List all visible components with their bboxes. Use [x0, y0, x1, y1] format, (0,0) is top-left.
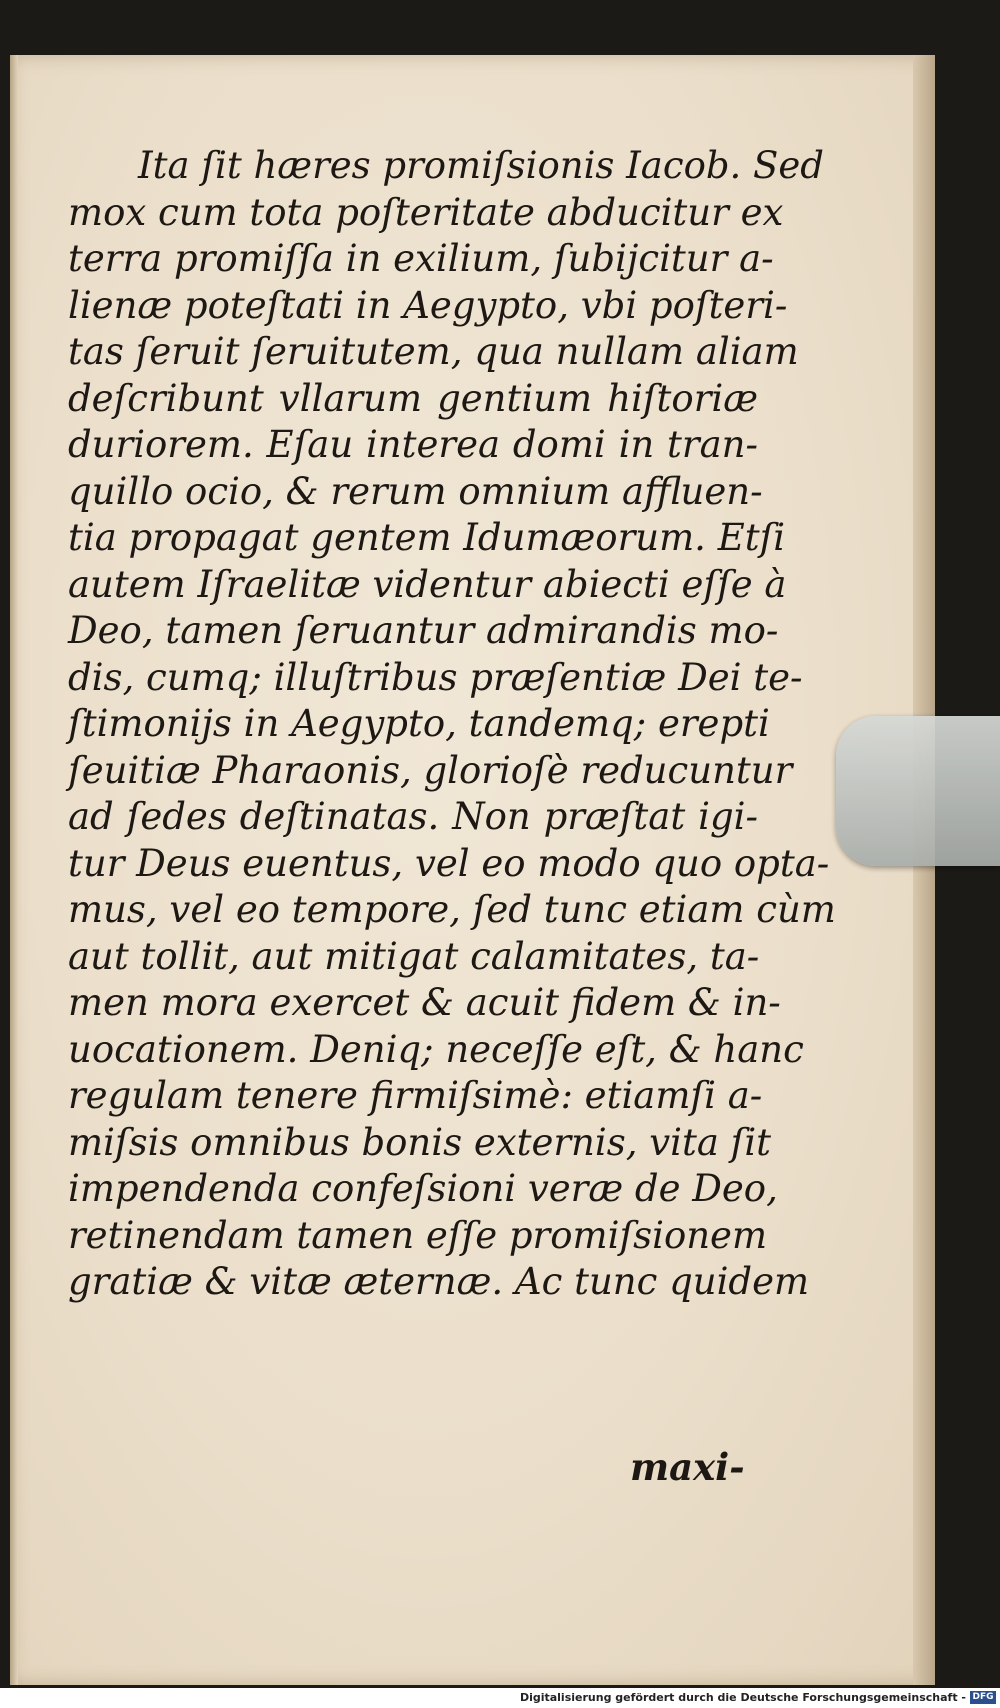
dfg-logo: DFG	[970, 1691, 996, 1704]
book-page	[10, 55, 935, 1685]
text-line: gratiæ & vitæ æternæ. Ac tunc quidem	[68, 1260, 810, 1303]
text-line: Ita ſit hæres promiſsionis Iacob. Sed	[138, 144, 824, 187]
text-line: deſcribunt vllarum gentium hiſtoriæ	[68, 376, 758, 420]
text-line: tas ſeruit ſeruitutem, qua nullam aliam	[68, 330, 799, 373]
text-line: mox cum tota poſteritate abducitur ex	[68, 190, 784, 234]
text-line: quillo ocio, & rerum omnium affluen-	[68, 469, 763, 513]
catchword: maxi-	[630, 1445, 745, 1489]
text-line: autem Iſraelitæ videntur abiecti eſſe à	[68, 562, 787, 606]
body-text	[68, 143, 836, 1306]
text-line: tur Deus euentus, vel eo modo quo opta-	[68, 841, 830, 885]
text-line: men mora exercet & acuit fidem & in-	[68, 981, 781, 1024]
text-line: regulam tenere firmiſsimè: etiamſi a-	[68, 1074, 763, 1117]
page-gutter-shadow	[10, 55, 18, 1685]
text-line: retinendam tamen eſſe promiſsionem	[68, 1213, 768, 1257]
text-line: tia propagat gentem Idumæorum. Etſi	[68, 516, 786, 559]
text-line: ad ſedes deſtinatas. Non præſtat igi-	[68, 795, 758, 838]
footer-bar	[0, 1688, 1000, 1708]
text-line: dis, cumq; illuſtribus præſentiæ Dei te-	[68, 655, 803, 699]
text-line: terra promiſſa in exilium, ſubijcitur a-	[68, 237, 774, 280]
text-line: aut tollit, aut mitigat calamitates, ta-	[68, 934, 760, 978]
bookmark-clip	[836, 716, 1000, 866]
text-line: duriorem. Eſau interea domi in tran-	[68, 423, 758, 466]
text-line: lienæ poteſtati in Aegypto, vbi poſteri-	[68, 283, 788, 327]
text-line: ſtimonijs in Aegypto, tandemq; erepti	[68, 702, 770, 745]
page-fore-edge	[913, 55, 935, 1685]
funding-credit: Digitalisierung gefördert durch die Deutsche Forschungsgemeinschaft -	[519, 1691, 966, 1704]
text-line: miſsis omnibus bonis externis, vita ſit	[68, 1120, 772, 1164]
text-line: impendenda confeſsioni veræ de Deo,	[68, 1167, 778, 1210]
text-line: mus, vel eo tempore, ſed tunc etiam cùm	[68, 888, 836, 931]
text-line: Deo, tamen ſeruantur admirandis mo-	[68, 609, 779, 652]
text-line: uocationem. Deniq; neceſſe eſt, & hanc	[68, 1027, 804, 1071]
text-line: ſeuitiæ Pharaonis, glorioſè reducuntur	[68, 748, 793, 792]
